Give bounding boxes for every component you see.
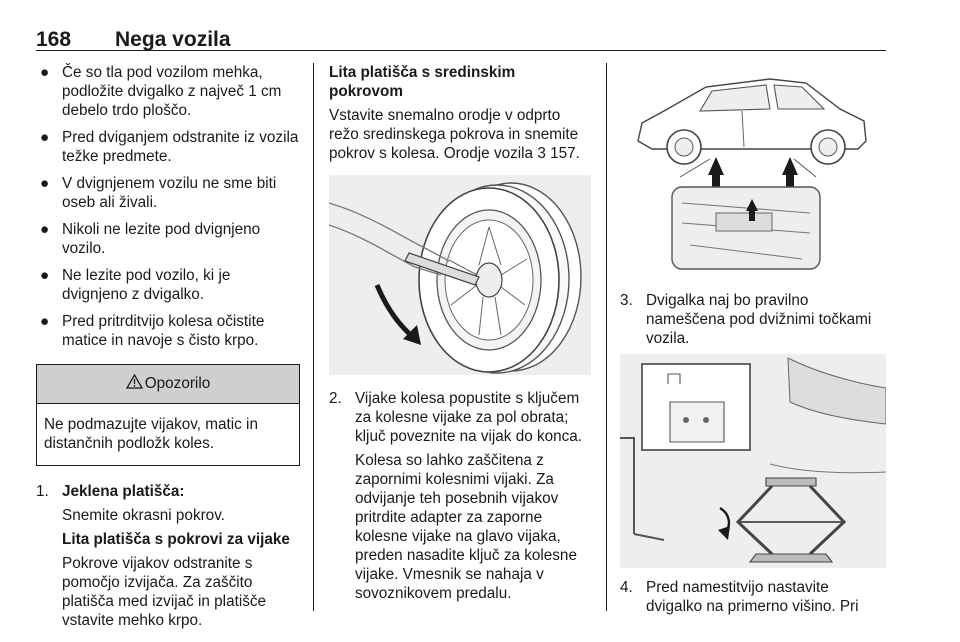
step-text: Pred namestitvijo nastavite dvigalko na primerno višino. Pri	[646, 579, 859, 615]
bullet: ●	[40, 129, 50, 146]
bullet: ●	[40, 313, 50, 330]
list-item: ● V dvignjenem vozilu ne sme biti oseb ali živali.	[40, 175, 277, 211]
column-left	[36, 63, 300, 635]
step-3	[620, 291, 886, 348]
step-number: 4.	[620, 579, 633, 596]
sub-text: Pokrove vijakov odstranite s pomočjo izvijača. Za zaščito platišča med izvijač in platišče vstavite mehko krpo.	[62, 555, 267, 629]
step-number: 1.	[36, 483, 49, 500]
section-title: Nega vozila	[115, 28, 231, 51]
section-heading: Lita platišča s sredinskim pokrovom	[329, 64, 516, 100]
step-text: Dvigalka naj bo pravilno nameščena pod dvižnimi točkami vozila.	[646, 292, 872, 347]
warning-title: Opozorilo	[144, 375, 211, 392]
step-number: 3.	[620, 292, 633, 309]
step-4	[620, 578, 886, 616]
list-item: ● Nikoli ne lezite pod dvignjeno vozilo.	[40, 221, 261, 257]
sub-heading: Lita platišča s pokrovi za vijake	[62, 531, 290, 548]
jack-position-illustration	[620, 354, 886, 568]
step-paragraph: Kolesa so lahko zaščitena z zapornimi kolesnimi vijaki. Za odvijanje teh posebnih vijakov pritrdite adapter za zaporne kolesne vijake na glavo vijaka, preden nasadite ključ za kolesne vijake. Vmesnik se nahaja v sovoznikovem predalu.	[355, 452, 577, 602]
bullet: ●	[40, 175, 50, 192]
page-number: 168	[36, 28, 72, 51]
page-ref-link[interactable]: 157.	[550, 145, 580, 162]
step-2	[329, 389, 591, 446]
step-text: Snemite okrasni pokrov.	[62, 507, 225, 524]
step-heading: Jeklena platišča:	[62, 483, 185, 500]
step-text: Vijake kolesa popustite s ključem za kolesne vijake za pol obrata; ključ poveznite na vijak do konca.	[355, 390, 583, 445]
car-jacking-points-illustration	[620, 63, 886, 275]
bullet: ●	[40, 221, 50, 238]
column-right	[620, 63, 886, 621]
column-divider	[313, 63, 314, 611]
list-item: ● Če so tla pod vozilom mehka, podložite dvigalko z največ 1 cm debelo trdo ploščo.	[40, 64, 282, 119]
list-item: ● Pred pritrditvijo kolesa očistite matice in navoje s čisto krpo.	[40, 313, 265, 349]
warning-header	[37, 365, 299, 404]
page-ref-arrow-icon: 3	[537, 145, 546, 162]
bullet: ●	[40, 64, 50, 81]
wheel-cap-removal-illustration	[329, 175, 591, 375]
column-middle	[329, 63, 591, 608]
warning-triangle-icon	[126, 374, 143, 389]
intro-paragraph: Vstavite snemalno orodje v odprto režo sredinskega pokrova in snemite pokrov s kolesa. Orodje vozila 3 157.	[329, 107, 580, 162]
warning-box	[36, 364, 300, 466]
warning-text: Ne podmazujte vijakov, matic in distančnih podložk koles.	[44, 416, 258, 452]
column-divider	[606, 63, 607, 611]
step-number: 2.	[329, 390, 342, 407]
list-item: ● Ne lezite pod vozilo, ki je dvignjeno z dvigalko.	[40, 267, 231, 303]
list-item: ● Pred dviganjem odstranite iz vozila težke predmete.	[40, 129, 299, 165]
step-1	[36, 482, 300, 501]
bullet: ●	[40, 267, 50, 284]
page-header	[36, 6, 886, 51]
